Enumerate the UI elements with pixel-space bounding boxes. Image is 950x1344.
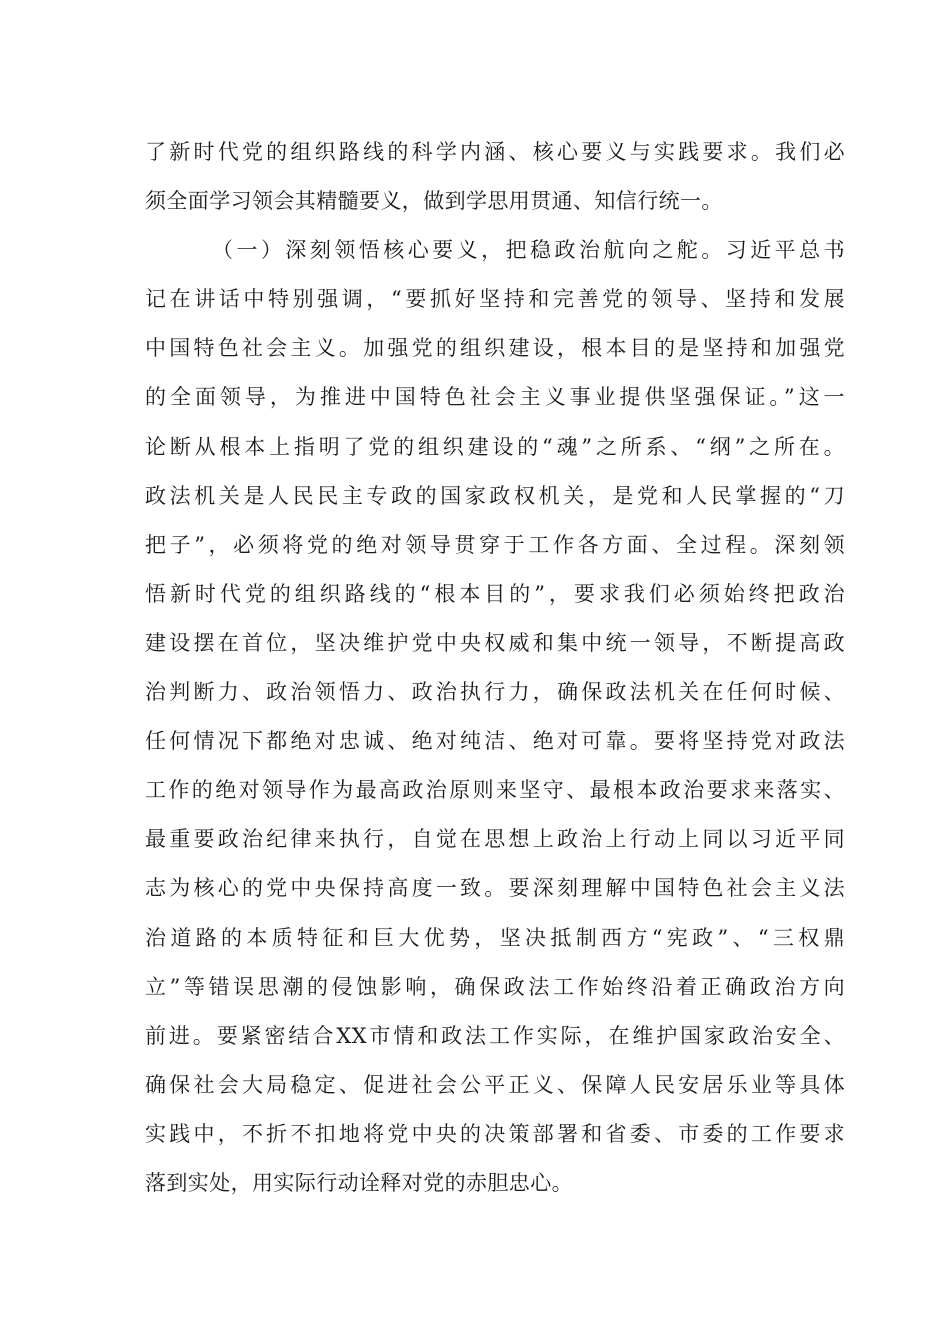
paragraph-line: 悟新时代党的组织路线的“根本目的”，要求我们必须始终把政治 bbox=[145, 581, 845, 606]
paragraph-line: 把子”，必须将党的绝对领导贯穿于工作各方面、全过程。深刻领 bbox=[145, 532, 845, 557]
paragraph-line: 中国特色社会主义。加强党的组织建设，根本目的是坚持和加强党 bbox=[145, 336, 845, 361]
paragraph-line: 建设摆在首位，坚决维护党中央权威和集中统一领导，不断提高政 bbox=[145, 630, 845, 655]
paragraph-intro-line: 了新时代党的组织路线的科学内涵、核心要义与实践要求。我们必 bbox=[145, 140, 845, 164]
paragraph-line: 志为核心的党中央保持高度一致。要深刻理解中国特色社会主义法 bbox=[145, 876, 845, 901]
paragraph-line: 最重要政治纪律来执行，自觉在思想上政治上行动上同以习近平同 bbox=[145, 827, 845, 852]
paragraph-intro-line: 须全面学习领会其精髓要义，做到学思用贯通、知信行统一。 bbox=[145, 189, 723, 214]
paragraph-line: 治道路的本质特征和巨大优势，坚决抵制西方“宪政”、“三权鼎 bbox=[145, 925, 845, 950]
paragraph-line: 前进。要紧密结合XX市情和政法工作实际，在维护国家政治安全、 bbox=[145, 1023, 845, 1048]
paragraph-line: 政法机关是人民民主专政的国家政权机关，是党和人民掌握的“刀 bbox=[145, 483, 845, 508]
document-body bbox=[145, 128, 845, 1208]
section-heading-line: （一）深刻领悟核心要义，把稳政治航向之舵。习近平总书 bbox=[212, 238, 845, 263]
paragraph-line: 实践中，不折不扣地将党中央的决策部署和省委、市委的工作要求 bbox=[145, 1121, 845, 1146]
paragraph-line: 论断从根本上指明了党的组织建设的“魂”之所系、“纲”之所在。 bbox=[145, 434, 845, 459]
paragraph-line: 立”等错误思潮的侵蚀影响，确保政法工作始终沿着正确政治方向 bbox=[145, 974, 845, 999]
paragraph-line: 工作的绝对领导作为最高政治原则来坚守、最根本政治要求来落实、 bbox=[145, 778, 845, 803]
paragraph-line: 的全面领导，为推进中国特色社会主义事业提供坚强保证。”这一 bbox=[145, 385, 845, 410]
paragraph-line: 任何情况下都绝对忠诚、绝对纯洁、绝对可靠。要将坚持党对政法 bbox=[145, 729, 845, 754]
paragraph-line: 落到实处，用实际行动诠释对党的赤胆忠心。 bbox=[145, 1170, 573, 1195]
paragraph-line: 记在讲话中特别强调，“要抓好坚持和完善党的领导、坚持和发展 bbox=[145, 287, 845, 312]
paragraph-line: 治判断力、政治领悟力、政治执行力，确保政法机关在任何时候、 bbox=[145, 680, 845, 705]
paragraph-line: 确保社会大局稳定、促进社会公平正义、保障人民安居乐业等具体 bbox=[145, 1072, 845, 1097]
